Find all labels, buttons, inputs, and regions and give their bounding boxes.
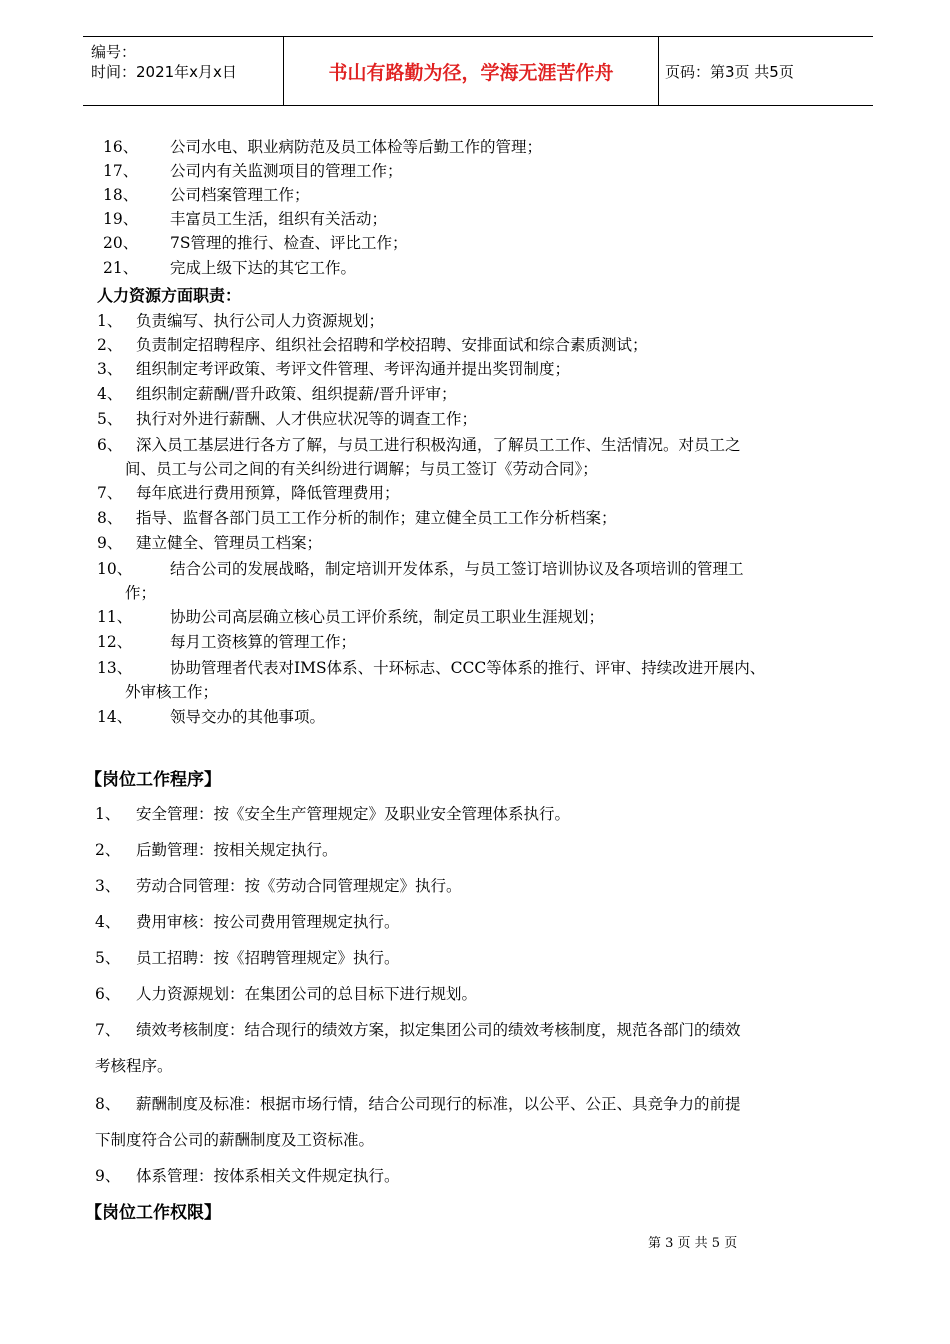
item-number: 20、 [103,234,139,252]
section-procedure-title: 【岗位工作程序】 [85,770,221,790]
item-text: 负责制定招聘程序、组织社会招聘和学校招聘、安排面试和综合素质测试； [136,336,648,354]
item-number: 9、 [95,1167,121,1185]
item-text: 公司内有关监测项目的管理工作； [170,162,403,180]
item-number: 21、 [103,259,139,277]
item-continuation: 外审核工作； [125,683,219,701]
item-text: 公司档案管理工作； [170,186,310,204]
page-header [83,36,873,106]
item-text: 结合公司的发展战略，制定培训开发体系，与员工签订培训协议及各项培训的管理工 [170,560,744,578]
item-text: 丰富员工生活，组织有关活动； [170,210,388,228]
item-text: 安全管理：按《安全生产管理规定》及职业安全管理体系执行。 [136,805,571,823]
section-authority-title: 【岗位工作权限】 [85,1203,221,1223]
item-text: 后勤管理：按相关规定执行。 [136,841,338,859]
item-number: 12、 [97,633,133,651]
item-number: 2、 [97,336,123,354]
item-number: 18、 [103,186,139,204]
item-text: 员工招聘：按《招聘管理规定》执行。 [136,949,400,967]
item-text: 组织制定薪酬/晋升政策、组织提薪/晋升评审； [136,385,457,403]
item-number: 3、 [97,360,123,378]
item-number: 9、 [97,534,123,552]
page-footer: 第 3 页 共 5 页 [648,1236,738,1251]
item-number: 16、 [103,138,139,156]
item-number: 1、 [97,312,123,330]
item-number: 19、 [103,210,139,228]
item-text: 费用审核：按公司费用管理规定执行。 [136,913,400,931]
header-motto: 书山有路勤为径，学海无涯苦作舟 [283,37,659,105]
item-text: 体系管理：按体系相关文件规定执行。 [136,1167,400,1185]
item-text: 完成上级下达的其它工作。 [170,259,357,277]
item-number: 14、 [97,708,133,726]
item-text: 协助管理者代表对IMS体系、十环标志、CCC等体系的推行、评审、持续改进开展内、 [170,659,766,677]
item-text: 每年底进行费用预算，降低管理费用； [136,484,400,502]
item-number: 5、 [95,949,121,967]
item-text: 指导、监督各部门员工工作分析的制作；建立健全员工工作分析档案； [136,509,617,527]
header-meta [83,37,283,105]
item-text: 每月工资核算的管理工作； [170,633,357,651]
item-number: 3、 [95,877,121,895]
item-text: 建立健全、管理员工档案； [136,534,323,552]
item-text: 执行对外进行薪酬、人才供应状况等的调查工作； [136,410,478,428]
item-continuation: 考核程序。 [95,1057,173,1075]
item-number: 1、 [95,805,121,823]
item-continuation: 间、员工与公司之间的有关纠纷进行调解；与员工签订《劳动合同》； [125,460,598,478]
hr-duties-heading: 人力资源方面职责： [97,286,242,305]
item-text: 人力资源规划：在集团公司的总目标下进行规划。 [136,985,478,1003]
item-text: 组织制定考评政策、考评文件管理、考评沟通并提出奖罚制度； [136,360,571,378]
header-page-label: 页码：第3页 共5页 [665,62,794,81]
item-text: 协助公司高层确立核心员工评价系统，制定员工职业生涯规划； [170,608,605,626]
item-continuation: 作； [125,584,157,602]
item-number: 6、 [95,985,121,1003]
item-text: 领导交办的其他事项。 [170,708,326,726]
item-number: 13、 [97,659,133,677]
item-number: 11、 [97,608,133,626]
item-number: 6、 [97,436,123,454]
number-label: 编号： [91,43,137,61]
item-text: 劳动合同管理：按《劳动合同管理规定》执行。 [136,877,462,895]
item-text: 公司水电、职业病防范及员工体检等后勤工作的管理； [170,138,543,156]
item-continuation: 下制度符合公司的薪酬制度及工资标准。 [95,1131,375,1149]
time-label: 时间：2021年x月x日 [91,63,237,81]
item-text: 7S管理的推行、检查、评比工作； [170,234,408,252]
item-number: 5、 [97,410,123,428]
item-text: 深入员工基层进行各方了解，与员工进行积极沟通，了解员工工作、生活情况。对员工之 [136,436,741,454]
item-number: 4、 [95,913,121,931]
item-text: 薪酬制度及标准：根据市场行情，结合公司现行的标准，以公平、公正、具竞争力的前提 [136,1095,741,1113]
item-text: 绩效考核制度：结合现行的绩效方案，拟定集团公司的绩效考核制度，规范各部门的绩效 [136,1021,741,1039]
item-number: 4、 [97,385,123,403]
item-number: 2、 [95,841,121,859]
item-number: 8、 [97,509,123,527]
item-number: 10、 [97,560,133,578]
item-text: 负责编写、执行公司人力资源规划； [136,312,385,330]
item-number: 7、 [95,1021,121,1039]
item-number: 7、 [97,484,123,502]
item-number: 8、 [95,1095,121,1113]
item-number: 17、 [103,162,139,180]
